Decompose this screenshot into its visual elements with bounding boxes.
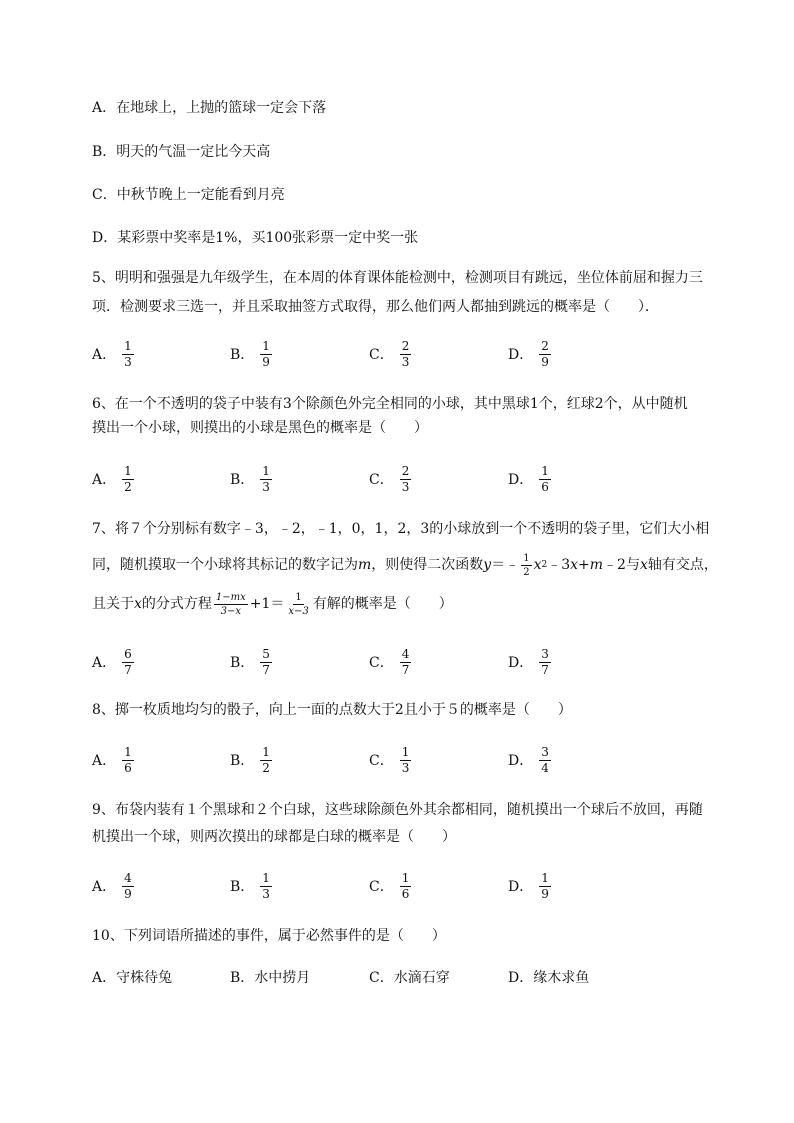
numerator: 6 xyxy=(124,646,132,661)
option-label: D． xyxy=(508,472,534,488)
fraction xyxy=(122,340,134,369)
q10-option-d xyxy=(508,957,589,997)
q7-option-c xyxy=(369,642,413,682)
q9-stem-line2: 机摸出一个球，则两次摸出的球都是白球的概率是（ ） xyxy=(92,829,456,845)
denominator: 6 xyxy=(401,886,410,901)
numerator: 1 xyxy=(262,744,270,759)
denominator: 9 xyxy=(124,886,132,901)
numerator: 1−mx xyxy=(215,591,246,603)
var-x: x xyxy=(639,557,648,573)
numerator: 1 xyxy=(124,338,132,353)
option-label: C． xyxy=(369,655,394,671)
option-text: 明天的气温一定比今天高 xyxy=(116,144,271,160)
q4-option-c xyxy=(92,185,285,205)
denominator: 7 xyxy=(262,662,270,677)
option-label: C． xyxy=(369,347,394,363)
var-x: x xyxy=(533,557,542,573)
option-label: C． xyxy=(369,472,394,488)
numerator: 1 xyxy=(523,552,530,564)
fraction xyxy=(400,340,412,369)
denominator: 3−x xyxy=(220,605,242,617)
option-label: D． xyxy=(508,655,534,671)
fraction xyxy=(539,465,551,494)
q9-option-a xyxy=(92,866,136,906)
fraction xyxy=(260,465,272,494)
denominator: 2 xyxy=(124,479,132,494)
option-label: B． xyxy=(230,655,255,671)
text: ，则使得二次函数 xyxy=(371,557,484,573)
q4-option-a xyxy=(92,98,326,118)
q6-stem-line2: 摸出一个小球，则摸出的小球是黑色的概率是（ ） xyxy=(92,420,428,436)
denominator: 2 xyxy=(523,566,530,578)
fraction xyxy=(260,872,272,901)
denominator: 3 xyxy=(262,479,270,494)
fraction xyxy=(260,648,272,677)
denominator: 9 xyxy=(541,886,549,901)
q10-option-b xyxy=(230,957,310,997)
fraction xyxy=(400,872,412,901)
text: ﹣2与 xyxy=(603,557,640,573)
option-text: 某彩票中奖率是1%，买100张彩票一定中奖一张 xyxy=(117,230,419,246)
q7-option-d xyxy=(508,642,553,682)
numerator: 1 xyxy=(124,744,132,759)
denominator: 2 xyxy=(262,760,270,775)
q5-option-a xyxy=(92,334,136,374)
fraction xyxy=(400,648,412,677)
var-x: x xyxy=(134,596,142,612)
q9-option-b xyxy=(230,866,274,906)
denominator: 9 xyxy=(541,354,549,369)
option-label: C． xyxy=(369,879,394,895)
option-label: D． xyxy=(508,753,534,769)
numerator: 3 xyxy=(541,744,549,759)
q5-option-b xyxy=(230,334,274,374)
q8-option-a xyxy=(92,740,136,780)
var-x: x xyxy=(570,557,579,573)
q7-option-a xyxy=(92,642,136,682)
numerator: 1 xyxy=(295,591,302,603)
q9-option-d xyxy=(508,866,553,906)
fraction xyxy=(521,553,531,578)
denominator: 3 xyxy=(401,760,410,775)
option-text: 中秋节晚上一定能看到月亮 xyxy=(116,187,285,203)
option-label: B． xyxy=(230,879,255,895)
q8-option-c xyxy=(369,740,413,780)
q7-option-b xyxy=(230,642,274,682)
numerator: 2 xyxy=(541,338,549,353)
denominator: 3 xyxy=(262,886,270,901)
numerator: 4 xyxy=(124,870,132,885)
option-label: C． xyxy=(369,970,394,986)
q6-option-d xyxy=(508,459,553,499)
option-label: A． xyxy=(92,347,117,363)
option-text: 在地球上，上抛的篮球一定会下落 xyxy=(116,100,327,116)
fraction xyxy=(122,465,134,494)
denominator: 3 xyxy=(401,354,410,369)
text: 且关于 xyxy=(92,596,134,612)
q8-stem: 8、掷一枚质地均匀的骰子，向上一面的点数大于2且小于５的概率是（ ） xyxy=(92,702,572,718)
exponent: 2 xyxy=(541,560,548,570)
text: +1＝ xyxy=(249,596,285,612)
q6-option-a xyxy=(92,459,136,499)
text: 的分式方程 xyxy=(141,596,212,612)
option-label: A． xyxy=(92,472,117,488)
option-text: 守株待兔 xyxy=(116,970,173,986)
denominator: 3 xyxy=(124,354,132,369)
q5-stem-line1: 5、明明和强强是九年级学生，在本周的体育课体能检测中，检测项目有跳远，坐位体前屈和握力三 xyxy=(92,270,703,286)
option-label: C． xyxy=(92,187,117,203)
fraction xyxy=(539,648,551,677)
q5-option-c xyxy=(369,334,413,374)
option-text: 水滴石穿 xyxy=(393,970,450,986)
numerator: 1 xyxy=(262,463,270,478)
q10-option-a xyxy=(92,957,172,997)
numerator: 1 xyxy=(541,463,549,478)
option-label: A． xyxy=(92,100,117,116)
option-label: B． xyxy=(92,144,117,160)
text: ﹣3 xyxy=(547,557,571,573)
option-label: A． xyxy=(92,753,117,769)
q6-option-b xyxy=(230,459,274,499)
option-label: D． xyxy=(508,970,534,986)
option-label: D． xyxy=(508,879,534,895)
numerator: 1 xyxy=(401,870,410,885)
option-label: D． xyxy=(92,230,118,246)
option-label: B． xyxy=(230,347,255,363)
fraction xyxy=(214,592,248,617)
denominator: 6 xyxy=(124,760,132,775)
denominator: 7 xyxy=(124,662,132,677)
fraction xyxy=(400,746,412,775)
fraction xyxy=(539,746,551,775)
numerator: 2 xyxy=(401,463,410,478)
numerator: 5 xyxy=(262,646,270,661)
denominator: 4 xyxy=(541,760,549,775)
q4-option-d xyxy=(92,228,418,248)
denominator: 7 xyxy=(401,662,410,677)
text: 同，随机摸取一个小球将其标记的数字记为 xyxy=(92,557,358,573)
fraction xyxy=(260,340,272,369)
option-label: A． xyxy=(92,879,117,895)
denominator: 9 xyxy=(262,354,270,369)
fraction xyxy=(400,465,412,494)
option-label: D． xyxy=(508,347,534,363)
q5-option-d xyxy=(508,334,553,374)
numerator: 1 xyxy=(541,870,549,885)
fraction xyxy=(122,746,134,775)
q5-stem-line2: 项．检测要求三选一，并且采取抽签方式取得，那么他们两人都抽到跳远的概率是（ ）． xyxy=(92,299,659,315)
denominator: 7 xyxy=(541,662,549,677)
q10-stem: 10、下列词语所描述的事件，属于必然事件的是（ ） xyxy=(92,928,446,944)
var-m: m xyxy=(589,557,604,573)
denominator: 6 xyxy=(541,479,549,494)
q6-option-c xyxy=(369,459,413,499)
fraction xyxy=(122,648,134,677)
q7-stem-line2 xyxy=(92,551,718,579)
text: 有解的概率是（ ） xyxy=(312,596,453,612)
numerator: 1 xyxy=(262,338,270,353)
text: + xyxy=(578,557,590,573)
q7-stem-line1: 7、将７个分别标有数字﹣3，﹣2，﹣1，0，1，2，3的小球放到一个不透明的袋子里，它们大小相 xyxy=(92,521,710,537)
var-m: m xyxy=(358,557,372,573)
denominator: 3 xyxy=(401,479,410,494)
option-label: B． xyxy=(230,970,255,986)
fraction xyxy=(122,872,134,901)
q8-option-d xyxy=(508,740,553,780)
option-label: A． xyxy=(92,970,117,986)
q10-option-c xyxy=(369,957,450,997)
q9-stem-line1: 9、布袋内装有１个黑球和２个白球，这些球除颜色外其余都相同，随机摸出一个球后不放回，再随 xyxy=(92,802,703,818)
q6-stem-line1: 6、在一个不透明的袋子中装有3个除颜色外完全相同的小球，其中黑球1个，红球2个，从中随机 xyxy=(92,396,688,412)
numerator: 1 xyxy=(262,870,270,885)
var-y: y xyxy=(483,557,492,573)
q9-option-c xyxy=(369,866,413,906)
fraction xyxy=(539,872,551,901)
q8-option-b xyxy=(230,740,274,780)
q7-stem-line3 xyxy=(92,588,453,620)
fraction xyxy=(286,592,310,617)
option-label: B． xyxy=(230,753,255,769)
q4-option-b xyxy=(92,142,270,162)
text: 轴有交点， xyxy=(647,557,718,573)
numerator: 4 xyxy=(401,646,410,661)
numerator: 3 xyxy=(541,646,549,661)
option-text: 缘木求鱼 xyxy=(533,970,590,986)
fraction xyxy=(260,746,272,775)
option-label: B． xyxy=(230,472,255,488)
numerator: 1 xyxy=(124,463,132,478)
option-label: A． xyxy=(92,655,117,671)
option-label: C． xyxy=(369,753,394,769)
text: ＝﹣ xyxy=(491,557,520,573)
fraction xyxy=(539,340,551,369)
numerator: 2 xyxy=(401,338,410,353)
denominator: x−3 xyxy=(288,605,309,617)
numerator: 1 xyxy=(401,744,410,759)
option-text: 水中捞月 xyxy=(254,970,311,986)
